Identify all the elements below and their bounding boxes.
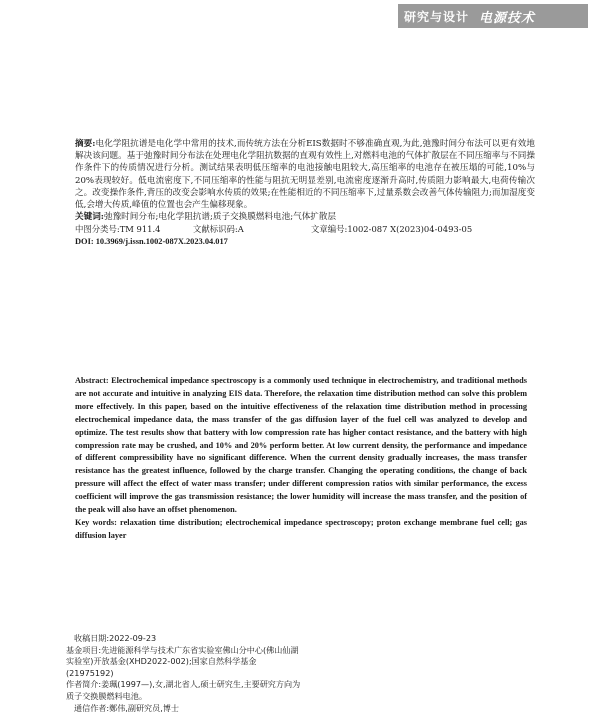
- author-info: 作者简介:姜珮(1997—),女,湖北省人,硕士研究生,主要研究方向为质子交换膜燃料电池。: [66, 679, 301, 701]
- article-number: 文章编号:1002-087 X(2023)04-0493-05: [311, 224, 473, 235]
- chinese-abstract-block: [75, 138, 535, 248]
- fund-info: 基金项目:先进能源科学与技术广东省实验室佛山分中心(佛山仙湖实验室)开放基金(XHD2022-002);国家自然科学基金(21975192): [66, 644, 299, 678]
- chinese-keywords-text: 弛豫时间分布;电化学阻抗谱;质子交换膜燃料电池;气体扩散层: [103, 212, 337, 223]
- classification-row: [75, 223, 535, 235]
- journal-name: 电源技术: [479, 10, 536, 26]
- footnote: [52, 633, 302, 714]
- chinese-abstract-text: 电化学阻抗谱是电化学中常用的技术,而传统方法在分析EIS数据时不够准确直观,为此,弛豫时间分布法可以更有效地解决该问题。基于弛豫时间分布法在处理电化学阻抗数据的直观有效性上,对燃料电池的气体扩散层在不同压缩率与不同操作条件下的传质情况进行分析。测试结果表明低压缩率的电池接触电阻较大,高压缩率的电池存在被压塌的可能,10%与20%表现较好。低电流密度下,不同压缩率的性能与阻抗无明显差别,电流密度逐渐升高时,传质阻力影响最大,电荷传输次之。改变操作条件,背压的改变会影响水传质的效果;在性能相近的不同压缩率下,过量系数会改善气体传输阻力;而加湿度变低,会增大传质,峰值的位置也会产生偏移现象。: [75, 139, 535, 211]
- english-keywords-label: Key words:: [75, 517, 117, 527]
- chinese-keywords: [75, 211, 535, 223]
- received-date: 收稿日期:2022-09-23: [74, 633, 157, 643]
- english-abstract-block: [75, 375, 527, 543]
- english-abstract-label: Abstract:: [75, 376, 109, 385]
- doi: DOI: 10.3969/j.issn.1002-087X.2023.04.017: [75, 236, 228, 246]
- english-keywords: [75, 517, 527, 543]
- document-code: 文献标识码:A: [193, 224, 244, 235]
- section-label: 研究与设计: [404, 9, 470, 24]
- english-abstract: [75, 375, 527, 517]
- chinese-keywords-label: 关键词:: [75, 212, 104, 223]
- chinese-abstract-label: 摘要:: [75, 139, 96, 149]
- chinese-abstract: [75, 138, 535, 211]
- english-abstract-text: Electrochemical impedance spectroscopy is a commonly used technique in electrochemistry, and traditional methods are not accurate and intuitive in analyzing EIS data. Therefore, the relaxation time distribution method can solve this problem more effectively. In this paper, based on the intuitive effectiveness of the relaxation time distribution method in processing electrochemical impedance data, the mass transfer of the gas diffusion layer of the fuel cell was analyzed to develop and optimize. The test results show that battery with low compression rate has higher contact resistance, and the battery with high compression rate may be crushed, and 10% and 20% perform better. At low current density, the performance and impedance of different compressibility have no significant difference. When the current density gradually increases, the mass transfer resistance has the greatest influence, followed by the charge transfer. Changing the operating conditions, the change of back pressure will affect the effect of water mass transfer; under different compression ratios with similar performance, the excess coefficient will improve the gas transmission resistance; the lower humidity will increase the mass transfer, and the position of the peak will also have an offset phenomenon.: [75, 376, 527, 515]
- corresponding-author: 通信作者:鄭伟,副研究员,博士: [74, 702, 179, 713]
- clc-number: 中图分类号:TM 911.4: [75, 224, 161, 235]
- header-band: [398, 4, 588, 28]
- english-keywords-text: relaxation time distribution; electrochemical impedance spectroscopy; proton exchange membrane fuel cell; gas diffusion layer: [75, 517, 527, 540]
